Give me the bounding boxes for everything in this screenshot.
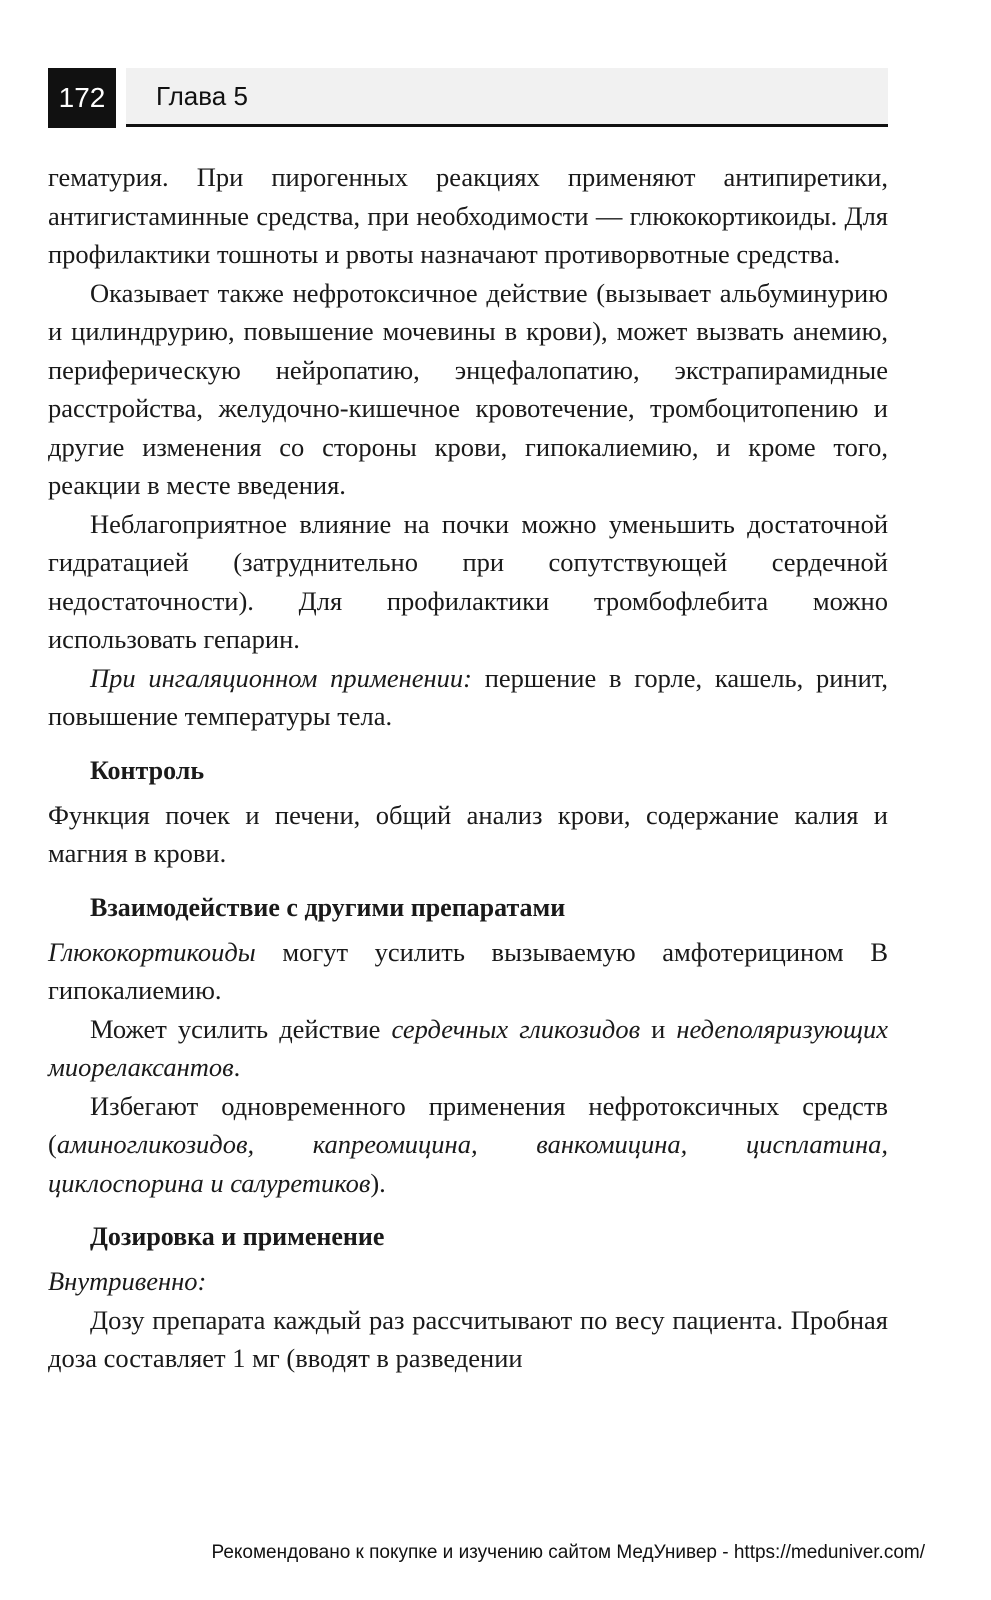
inhalation-label: При ингаляционном применении: [90,662,472,693]
drug-term: недеполяризующих миорелаксантов [48,1013,888,1082]
section-heading-interaction: Взаимодействие с другими препаратами [90,892,566,922]
paragraph [48,659,888,736]
text-span: и [640,1013,677,1044]
dosage-route [48,1262,888,1301]
text-span: . [233,1052,241,1082]
drug-term: аминогликозидов, капреомицина, ванкомицина, цисплатина, циклоспорина и салуретиков [48,1129,888,1198]
chapter-band [126,68,888,127]
text-span: ). [370,1167,386,1198]
paragraph: Оказывает также нефротоксичное действие (вызывает альбуминурию и цилиндрурию, повышение мочевины в крови), может вызвать анемию, периферическую нейропатию, энцефалопатию, экстрапирамидные расстройства, желудочно-кишечное кровотечение, тромбоцитопению и другие изменения со стороны крови, гипокалиемию, и кроме того, реакции в месте введения. [48,277,888,500]
footer-note: Рекомендовано к покупке и изучению сайтом МедУнивер - https://meduniver.com/ [211,1542,925,1563]
paragraph [48,1010,888,1087]
section-heading-dosage: Дозировка и применение [90,1222,385,1251]
drug-term: сердечных гликозидов [391,1013,641,1044]
paragraph: Неблагоприятное влияние на почки можно уменьшить достаточной гидратацией (затруднительно при сопутствующей сердечной недостаточности). Для профилактики тромбофлебита можно использовать гепарин. [48,508,888,654]
page-number: 172 [48,68,116,128]
text-span: Избегают одновременного применения нефротоксичных средств ( [48,1090,888,1159]
page-header [48,68,888,128]
paragraph: Функция почек и печени, общий анализ крови, содержание калия и магния в крови. [48,799,888,868]
text-span: Может усилить действие [90,1013,392,1044]
text-span: могут усилить вызываемую амфотерицином В гипокалиемию. [48,936,888,1005]
paragraph [48,1087,888,1203]
page-body [48,158,888,1378]
chapter-title: Глава 5 [156,81,248,111]
route-label: Внутривенно: [48,1266,207,1296]
paragraph [48,933,888,1010]
paragraph: гематурия. При пирогенных реакциях применяют антипиретики, антигистаминные средства, при необходимости — глюкокортикоиды. Для профилактики тошноты и рвоты назначают противорвотные средства. [48,162,888,269]
inhalation-text: першение в горле, кашель, ринит, повышение температуры тела. [48,662,888,731]
section-heading-control: Контроль [90,755,205,785]
drug-term: Глюкокортикоиды [48,936,256,967]
paragraph: Дозу препарата каждый раз рассчитывают по весу пациента. Пробная доза составляет 1 мг (вводят в разведении [48,1304,888,1373]
